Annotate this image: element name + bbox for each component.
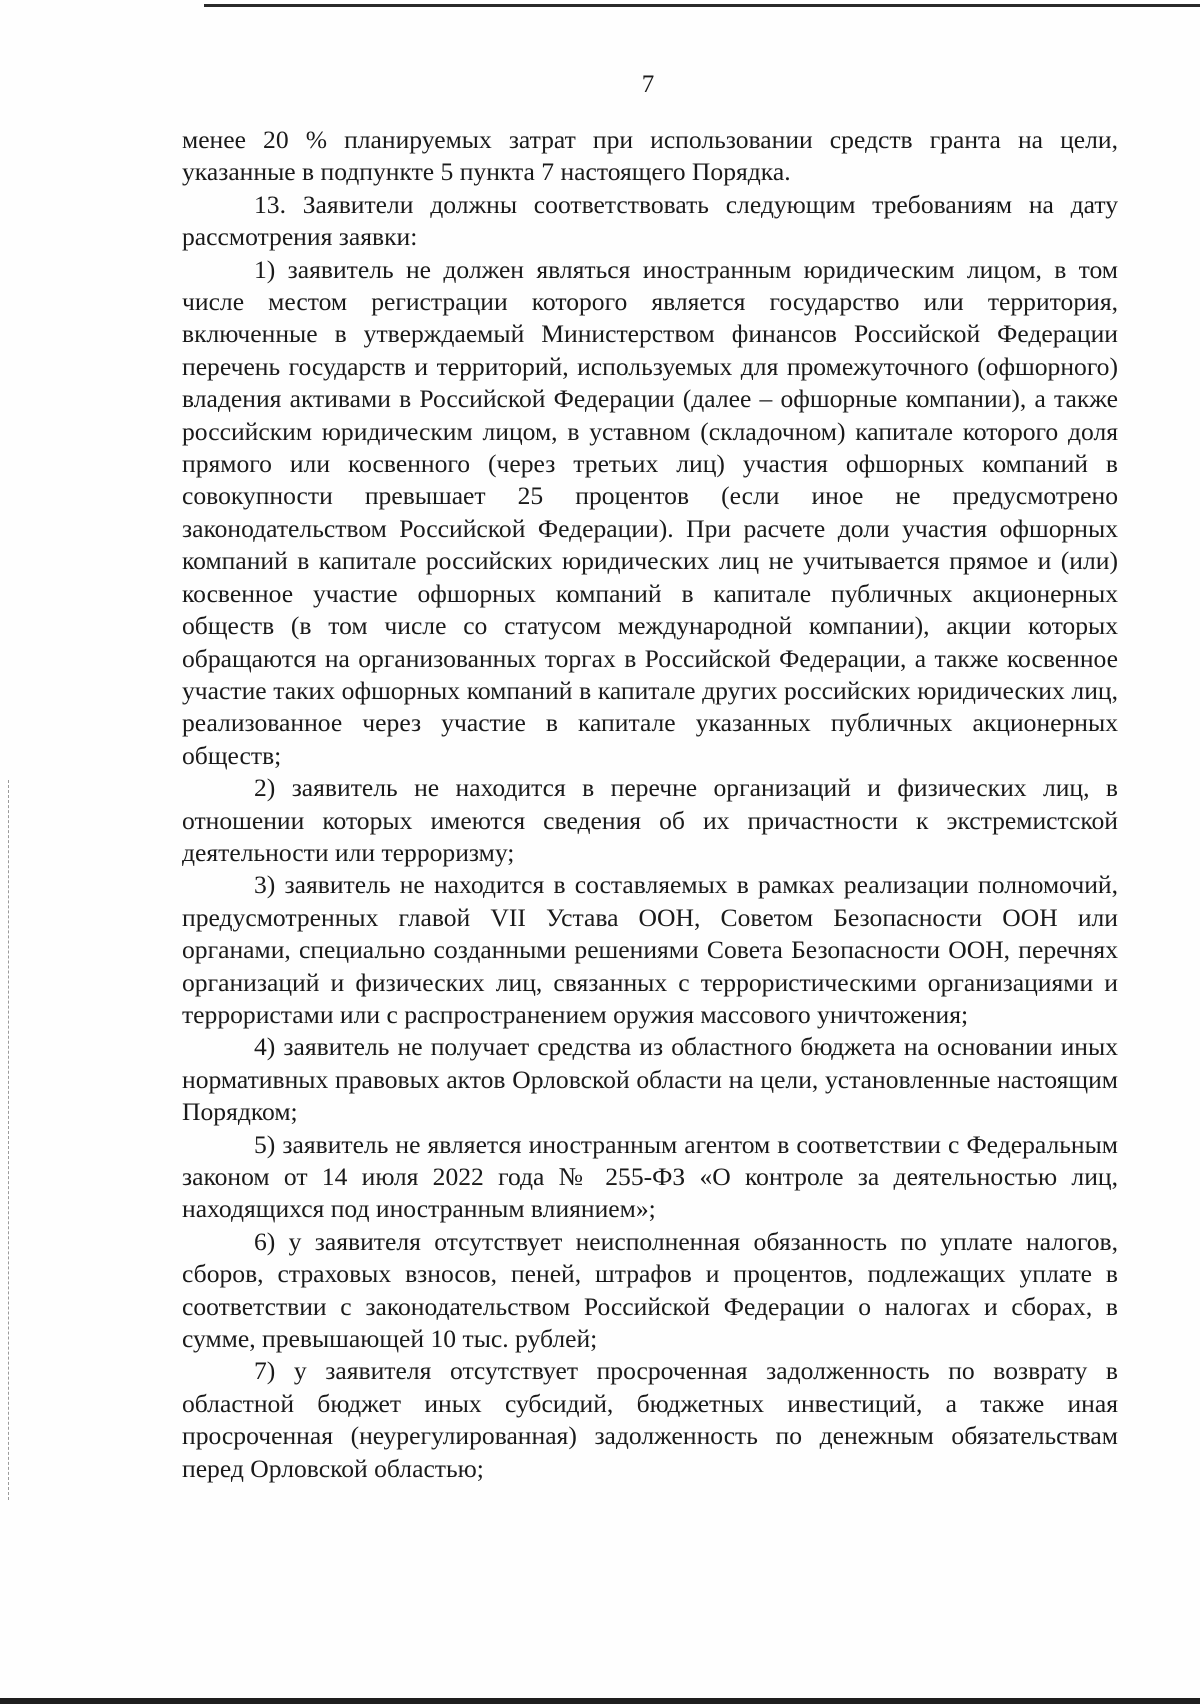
paragraph-subitem-7: 7) у заявителя отсутствует просроченная задолженность по возврату в областной бюджет иных субсидий, бюджетных инвестиций, а также иная просроченная (неурегулированная) задолженность по денежным обязательствам перед Орловской областью; bbox=[182, 1356, 1118, 1483]
paragraph-subitem-1: 1) заявитель не должен являться иностранным юридическим лицом, в том числе местом регистрации которого является государство или территория, включенные в утверждаемый Министерством финансов Российской Федерации перечень государств и территорий, используемых для промежуточного (офшорного) владения активами в Российской Федерации (далее – офшорные компании), а также российским юридическим лицом, в уставном (складочном) капитале которого доля прямого или косвенного (через третьих лиц) участия офшорных компаний в совокупности превышает 25 процентов (если иное не предусмотрено законодательством Российской Федерации). При расчете доли участия офшорных компаний в капитале российских юридических лиц не учитывается прямое и (или) косвенное участие офшорных компаний в капитале публичных акционерных обществ (в том числе со статусом международной компании), акции которых обращаются на организованных торгах в Российской Федерации, а также косвенное участие таких офшорных компаний в капитале других российских юридических лиц, реализованное через участие в капитале указанных публичных акционерных обществ; bbox=[182, 254, 1118, 770]
paragraph-subitem-5: 5) заявитель не является иностранным агентом в соответствии с Федеральным законом от 14 июля 2022 года № 255-ФЗ «О контроле за деятельностью лиц, находящихся под иностранным влиянием»; bbox=[182, 1129, 1118, 1224]
paragraph-subitem-6: 6) у заявителя отсутствует неисполненная обязанность по уплате налогов, сборов, страховых взносов, пеней, штрафов и процентов, подлежащих уплате в соответствии с законодательством Российской Федерации о налогах и сборах, в сумме, превышающей 10 тыс. рублей; bbox=[182, 1226, 1118, 1354]
scan-border-left bbox=[8, 780, 10, 1500]
paragraph-subitem-4: 4) заявитель не получает средства из областного бюджета на основании иных нормативных правовых актов Орловской области на цели, установленные настоящим Порядком; bbox=[182, 1032, 1118, 1127]
paragraph-item-13: 13. Заявители должны соответствовать следующим требованиям на дату рассмотрения заявки: bbox=[182, 189, 1118, 252]
paragraph-subitem-2: 2) заявитель не находится в перечне организаций и физических лиц, в отношении которых имеются сведения об их причастности к экстремистской деятельности или терроризму; bbox=[182, 773, 1118, 867]
scan-border-top bbox=[204, 4, 1200, 7]
page-number: 7 bbox=[641, 71, 655, 98]
paragraph-continuation: менее 20 % планируемых затрат при использовании средств гранта на цели, указанные в подпункте 5 пункта 7 настоящего Порядка. bbox=[182, 125, 1118, 187]
document-body bbox=[182, 124, 1118, 1485]
scan-border-bottom bbox=[0, 1698, 1200, 1704]
paragraph-subitem-3: 3) заявитель не находится в составляемых в рамках реализации полномочий, предусмотренных главой VII Устава ООН, Советом Безопасности ООН или органами, специально созданными решениями Совета Безопасности ООН, перечнях организаций и физических лиц, связанных с террористическими организациями и террористами или с распространением оружия массового уничтожения; bbox=[182, 870, 1118, 1029]
